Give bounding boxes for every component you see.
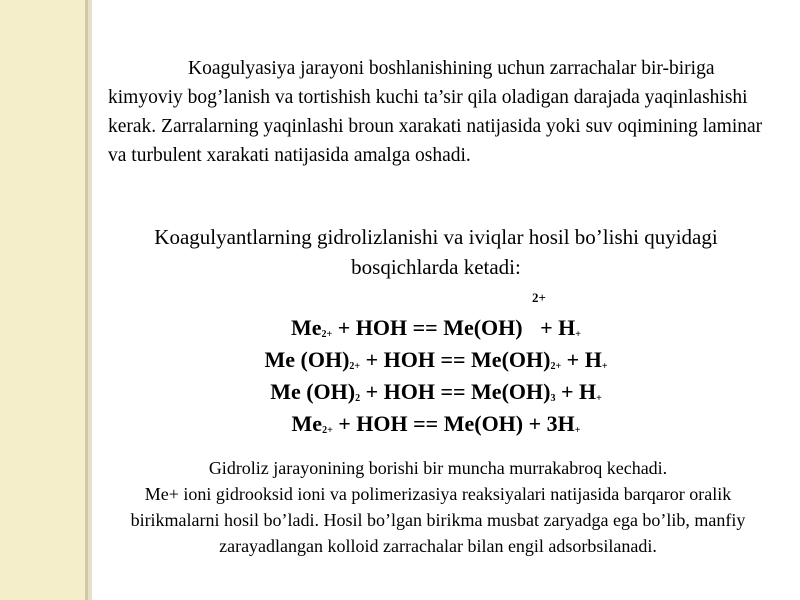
eq1-product: + H: [534, 315, 576, 340]
eq1-product-charge: +: [575, 329, 581, 340]
eq4-reactant-charge: 2+: [322, 425, 333, 436]
eq3-product: + H: [555, 379, 597, 404]
eq2-middle: + HOH == Me(OH): [360, 347, 551, 372]
section-heading: Koagulyantlarning gidrolizlanishi va iviqlar hosil bo’lishi quyidagi bosqichlarda ketadi:: [154, 225, 718, 279]
eq1-reactant: Me: [291, 315, 322, 340]
eq2-reactant: Me (OH): [264, 347, 350, 372]
eq1-middle: + HOH == Me(OH): [332, 315, 523, 340]
eq2-middle-charge: 2+: [550, 361, 562, 372]
eq4-product-charge: +: [574, 425, 581, 436]
eq3-reactant-index: 2: [355, 393, 361, 404]
eq4-reactant: Me: [291, 411, 323, 436]
eq3-product-charge: +: [596, 393, 602, 404]
intro-paragraph: Koagulyasiya jarayoni boshlanishining uchun zarrachalar bir-biriga kimyoviy bog’lanish va tortishish kuchi ta’sir qila oladigan darajada yaqinlashishi kerak. Zarralarning yaqinlashi broun xarakati natijasida yoki suv oqimining laminar va turbulent xarakati natijasida amalga oshadi.: [108, 58, 763, 166]
eq1-reactant-charge: 2+: [321, 329, 333, 340]
floating-charge-label: 2+: [532, 290, 546, 305]
eq3-middle-index: 3: [550, 393, 556, 404]
footer-paragraph: [104, 455, 772, 559]
eq2-reactant-charge: 2+: [349, 361, 361, 372]
eq3-reactant: Me (OH): [270, 379, 356, 404]
eq4-rest: + HOH == Me(OH) + 3H: [332, 411, 575, 436]
footer-line-2: Me+ ioni gidrooksid ioni va polimerizasiya reaksiyalari natijasida barqaror oralik birikmalarni hosil bo’ladi. Hosil bo’lgan birikma musbat zaryadga ega bo’lib, manfiy zarayadlangan kolloid zarrachalar bilan engil adsorbsilanadi.: [130, 484, 746, 556]
decorative-sidebar: [0, 0, 88, 600]
eq3-middle: + HOH == Me(OH): [360, 379, 551, 404]
equation-4: [100, 409, 772, 446]
eq2-product: + H: [561, 347, 602, 372]
eq2-product-charge: +: [601, 361, 608, 372]
footer-line-1: Gidroliz jarayonining borishi bir muncha murrakabroq kechadi.: [208, 458, 668, 478]
